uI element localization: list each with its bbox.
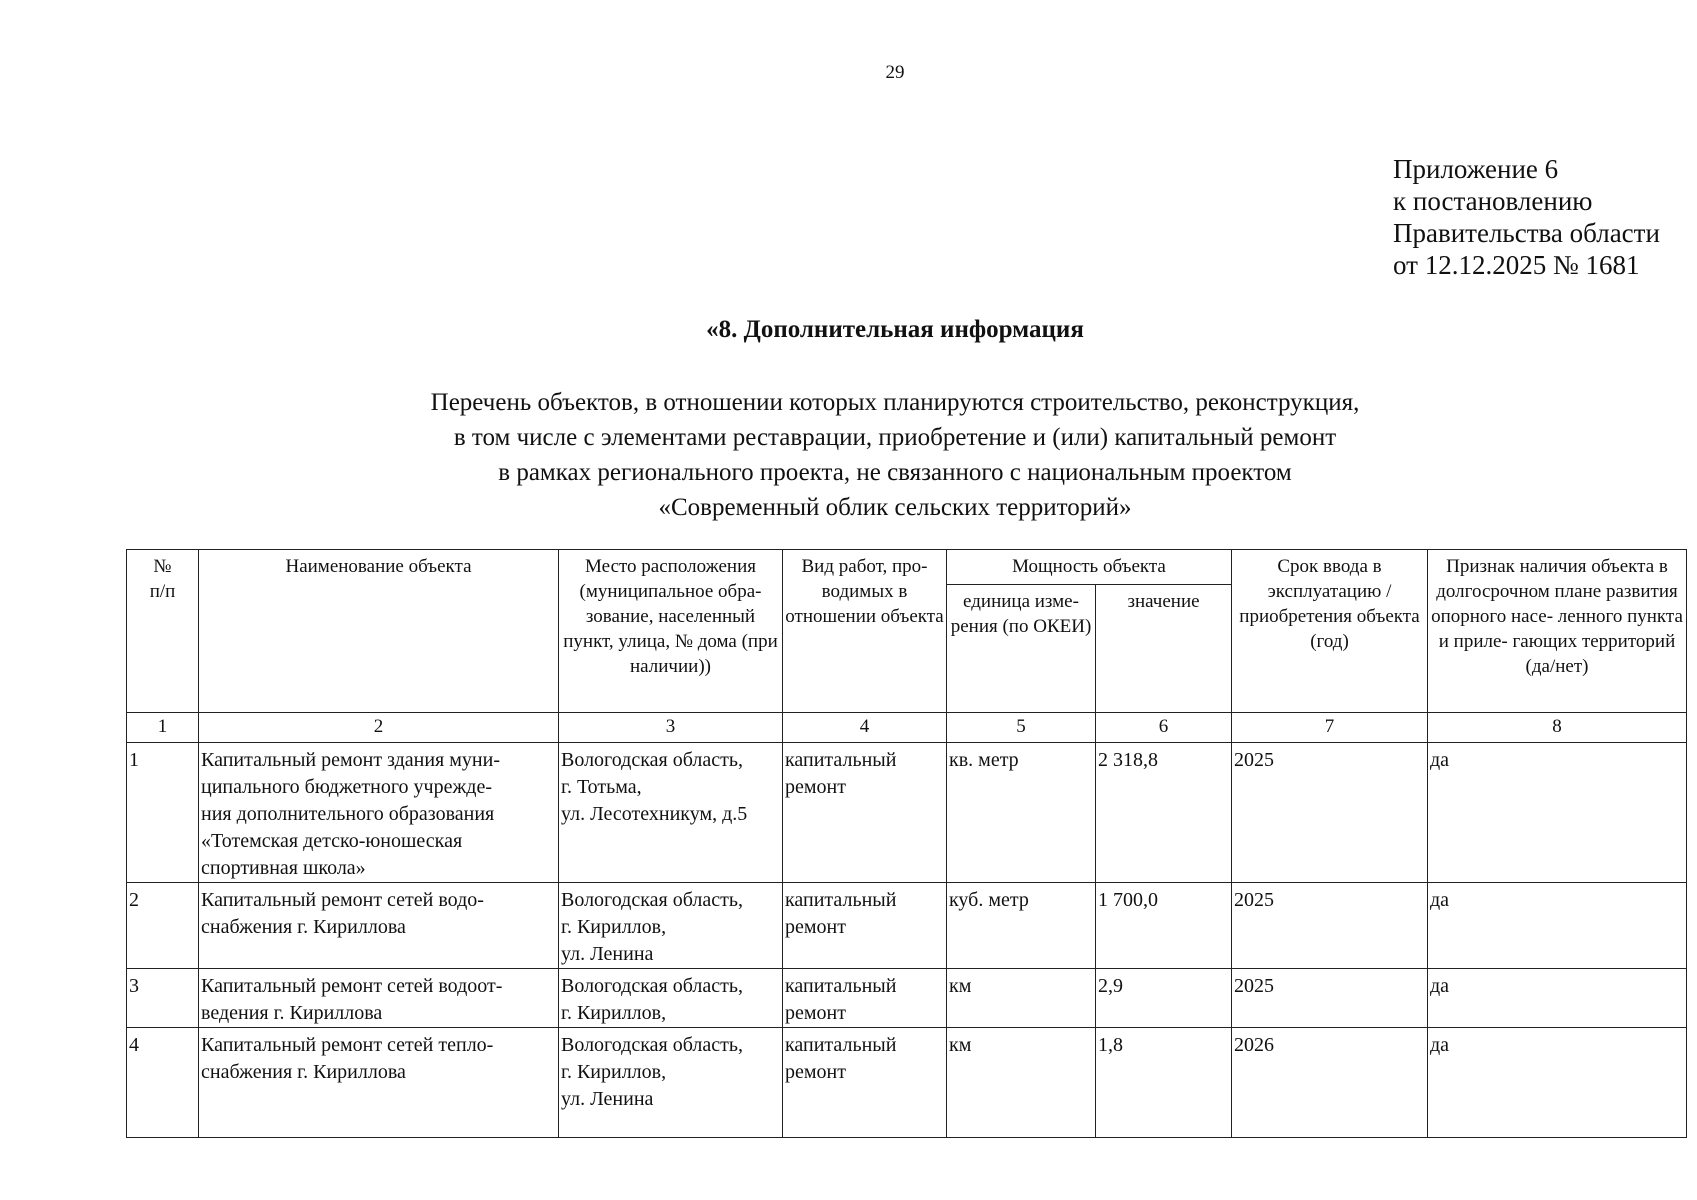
list-title-line: «Современный облик сельских территорий» — [658, 494, 1132, 521]
work-type-line: ремонт — [785, 1061, 846, 1083]
list-title-line: Перечень объектов, в отношении которых планируются строительство, реконструкция, — [430, 389, 1360, 416]
long-term-plan-flag: да — [1428, 969, 1687, 1028]
location-line: ул. Ленина — [561, 943, 654, 965]
appendix-line: от 12.12.2025 № 1681 — [1393, 250, 1640, 280]
location-line: Вологодская область, — [561, 975, 744, 997]
list-title-line: в том числе с элементами реставрации, приобретение и (или) капитальный ремонт — [453, 424, 1337, 451]
work-type-line: ремонт — [785, 1002, 846, 1024]
work-type-line: капитальный — [785, 749, 897, 771]
header-long-term-plan-flag: Признак наличия объекта в долгосрочном плане развития опорного насе- ленного пункта и приле- гающих территорий (да/нет) — [1428, 550, 1687, 713]
power-value: 1,8 — [1096, 1028, 1232, 1138]
section-title: «8. Дополнительная информация — [706, 316, 1084, 343]
work-type — [783, 883, 947, 969]
column-number: 7 — [1232, 713, 1428, 743]
work-type-line: ремонт — [785, 916, 846, 938]
power-value: 1 700,0 — [1096, 883, 1232, 969]
long-term-plan-flag: да — [1428, 1028, 1687, 1138]
power-value: 2,9 — [1096, 969, 1232, 1028]
object-name-line: ципального бюджетного учрежде- — [201, 776, 492, 798]
object-name-line: Капитальный ремонт сетей водоот- — [201, 975, 503, 997]
work-type — [783, 743, 947, 883]
power-value: 2 318,8 — [1096, 743, 1232, 883]
row-number: 2 — [127, 883, 199, 969]
object-name — [199, 969, 559, 1028]
object-name-line: «Тотемская детско-юношеская — [201, 830, 463, 852]
header-number-abbr: п/п — [149, 581, 176, 602]
header-unit: единица изме- рения (по ОКЕИ) — [947, 585, 1096, 713]
object-name-line: снабжения г. Кириллова — [201, 1061, 406, 1083]
long-term-plan-flag: да — [1428, 743, 1687, 883]
appendix-line: к постановлению — [1393, 186, 1593, 216]
object-location — [559, 1028, 783, 1138]
work-type-line: капитальный — [785, 889, 897, 911]
header-object-name: Наименование объекта — [199, 550, 559, 713]
header-location: Место расположения (муниципальное обра- зование, населенный пункт, улица, № дома (при наличии)) — [559, 550, 783, 713]
location-line: г. Кириллов, — [561, 1061, 667, 1083]
objects-table — [126, 549, 1687, 1138]
header-commissioning-year: Срок ввода в эксплуатацию / приобретения объекта (год) — [1232, 550, 1428, 713]
table-row — [127, 1028, 1687, 1138]
header-object-power: Мощность объекта — [947, 550, 1232, 585]
object-name — [199, 743, 559, 883]
location-line: ул. Лесотехникум, д.5 — [561, 803, 748, 825]
column-number: 2 — [199, 713, 559, 743]
appendix-line: Правительства области — [1393, 218, 1660, 248]
unit-of-measure: км — [947, 969, 1096, 1028]
object-name-line: Капитальный ремонт сетей водо- — [201, 889, 484, 911]
location-line: Вологодская область, — [561, 749, 744, 771]
commissioning-year: 2025 — [1232, 743, 1428, 883]
work-type — [783, 969, 947, 1028]
unit-of-measure: км — [947, 1028, 1096, 1138]
unit-of-measure: куб. метр — [947, 883, 1096, 969]
commissioning-year: 2026 — [1232, 1028, 1428, 1138]
column-number: 5 — [947, 713, 1096, 743]
location-line: г. Тотьма, — [561, 776, 642, 798]
header-work-type: Вид работ, про- водимых в отношении объекта — [783, 550, 947, 713]
object-location — [559, 883, 783, 969]
column-number: 1 — [127, 713, 199, 743]
list-title — [0, 385, 1697, 525]
location-line: г. Кириллов, — [561, 1002, 667, 1024]
header-value: значение — [1096, 585, 1232, 713]
table-row — [127, 883, 1687, 969]
work-type-line: капитальный — [785, 1034, 897, 1056]
object-name-line: ведения г. Кириллова — [201, 1002, 383, 1024]
commissioning-year: 2025 — [1232, 883, 1428, 969]
page-number: 29 — [885, 62, 905, 83]
location-line: Вологодская область, — [561, 889, 744, 911]
location-line: Вологодская область, — [561, 1034, 744, 1056]
work-type — [783, 1028, 947, 1138]
list-title-line: в рамках регионального проекта, не связанного с национальным проектом — [498, 459, 1292, 486]
row-number: 1 — [127, 743, 199, 883]
table-row — [127, 969, 1687, 1028]
table-row — [127, 743, 1687, 883]
location-line: ул. Ленина — [561, 1088, 654, 1110]
location-line: г. Кириллов, — [561, 916, 667, 938]
object-name — [199, 883, 559, 969]
object-name-line: ния дополнительного образования — [201, 803, 495, 825]
object-location — [559, 743, 783, 883]
object-name-line: снабжения г. Кириллова — [201, 916, 406, 938]
column-number: 8 — [1428, 713, 1687, 743]
header-number — [127, 550, 199, 713]
object-location — [559, 969, 783, 1028]
unit-of-measure: кв. метр — [947, 743, 1096, 883]
object-name-line: Капитальный ремонт сетей тепло- — [201, 1034, 494, 1056]
commissioning-year: 2025 — [1232, 969, 1428, 1028]
object-name-line: Капитальный ремонт здания муни- — [201, 749, 500, 771]
column-numbers-row — [127, 713, 1687, 743]
object-name-line: спортивная школа» — [201, 857, 366, 879]
column-number: 4 — [783, 713, 947, 743]
column-number: 6 — [1096, 713, 1232, 743]
header-number-symbol: № — [153, 556, 172, 577]
row-number: 3 — [127, 969, 199, 1028]
appendix-note — [1393, 153, 1660, 281]
appendix-line: Приложение 6 — [1393, 154, 1559, 184]
row-number: 4 — [127, 1028, 199, 1138]
column-number: 3 — [559, 713, 783, 743]
work-type-line: капитальный — [785, 975, 897, 997]
work-type-line: ремонт — [785, 776, 846, 798]
object-name — [199, 1028, 559, 1138]
long-term-plan-flag: да — [1428, 883, 1687, 969]
